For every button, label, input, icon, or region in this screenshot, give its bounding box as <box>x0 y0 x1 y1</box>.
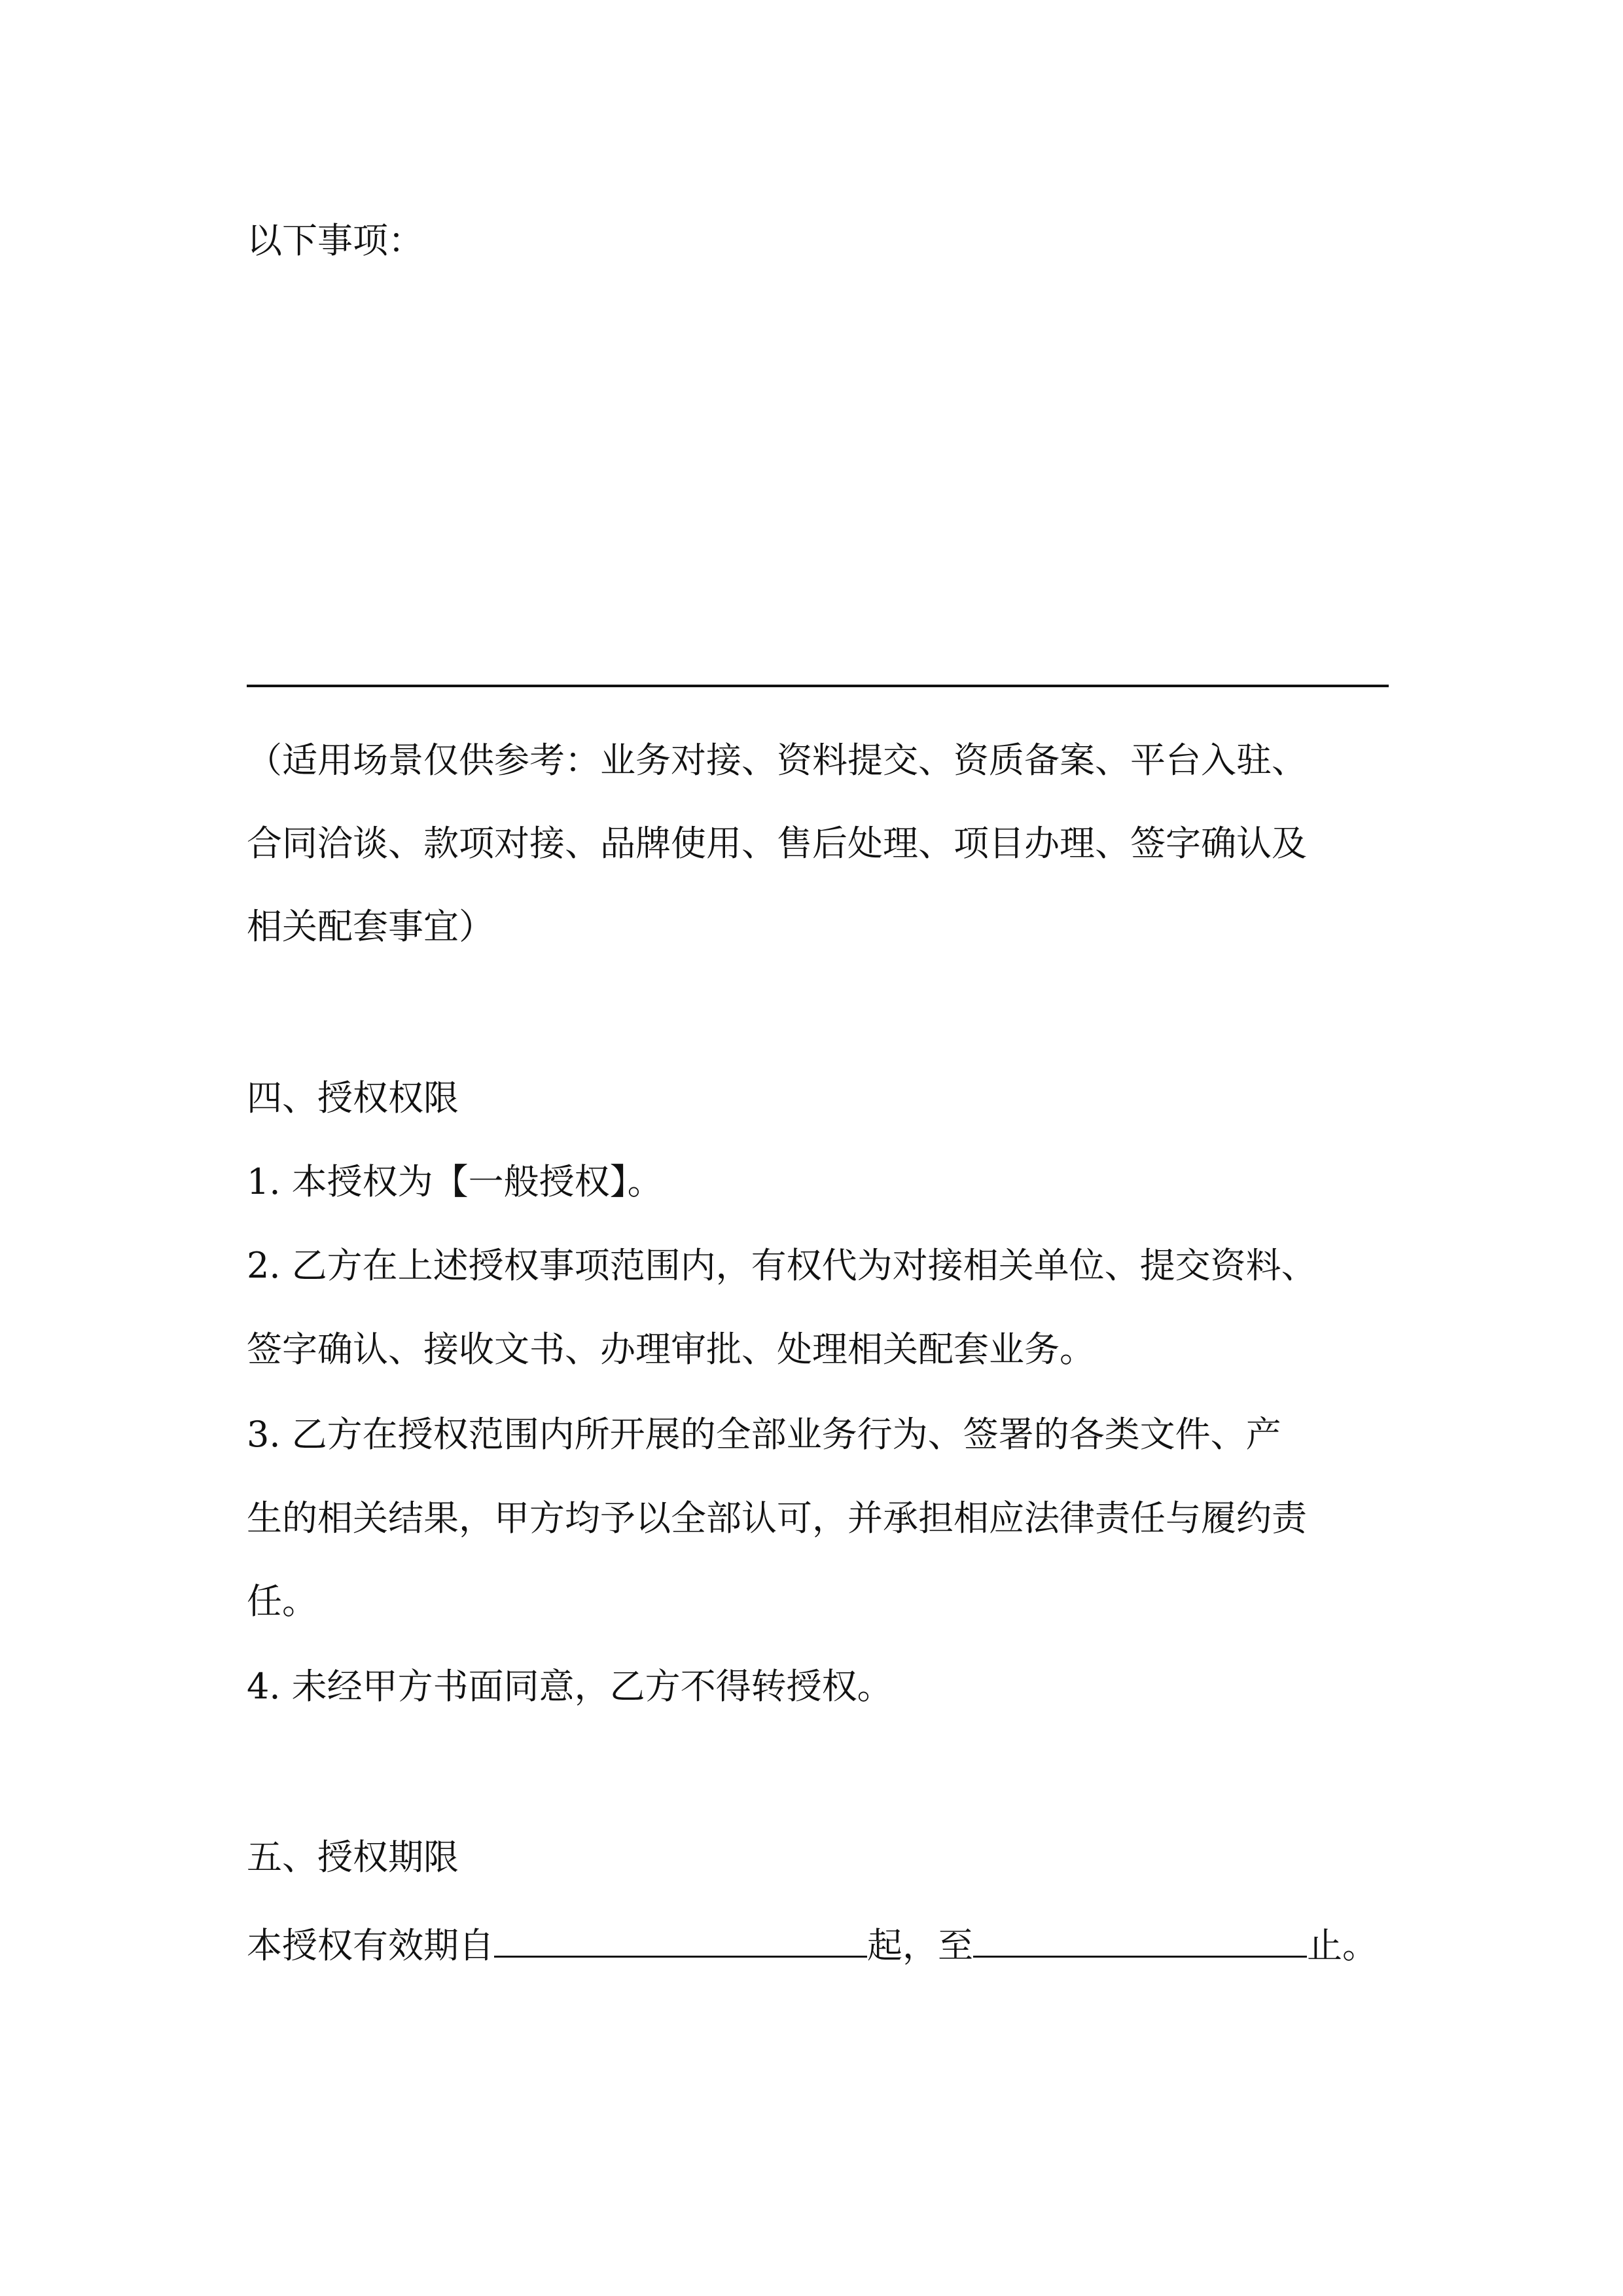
note-line-3: 相关配套事宜） <box>247 906 494 947</box>
section5-heading: 五、授权期限 <box>247 1837 459 1878</box>
section4-item2-line2: 签字确认、接收文书、办理审批、处理相关配套业务。 <box>247 1329 1095 1370</box>
start-date-blank[interactable] <box>494 1920 867 1958</box>
section4-item2-line1: 2. 乙方在上述授权事项范围内，有权代为对接相关单位、提交资料、 <box>247 1245 1317 1286</box>
section4-item1: 1. 本授权为【一般授权】。 <box>247 1161 663 1202</box>
fill-in-underline <box>247 685 1389 687</box>
note-line-2: 合同洽谈、款项对接、品牌使用、售后处理、项目办理、签字确认及 <box>247 823 1307 864</box>
note-line-1: （适用场景仅供参考：业务对接、资料提交、资质备案、平台入驻、 <box>247 740 1307 781</box>
section4-item3-line1: 3. 乙方在授权范围内所开展的全部业务行为、签署的各类文件、产 <box>247 1414 1281 1455</box>
intro-text: 以下事项： <box>247 220 423 261</box>
section4-item4: 4. 未经甲方书面同意，乙方不得转授权。 <box>247 1666 893 1707</box>
period-suffix: 止。 <box>1307 1925 1378 1966</box>
section4-item3-line2: 生的相关结果，甲方均予以全部认可，并承担相应法律责任与履约责 <box>247 1498 1307 1539</box>
section4-heading: 四、授权权限 <box>247 1077 459 1119</box>
section4-item3-line3: 任。 <box>247 1581 317 1622</box>
period-middle: 起，至 <box>867 1925 973 1966</box>
end-date-blank[interactable] <box>973 1920 1307 1958</box>
period-prefix: 本授权有效期自 <box>247 1925 494 1966</box>
section5-period <box>247 1920 1378 1967</box>
